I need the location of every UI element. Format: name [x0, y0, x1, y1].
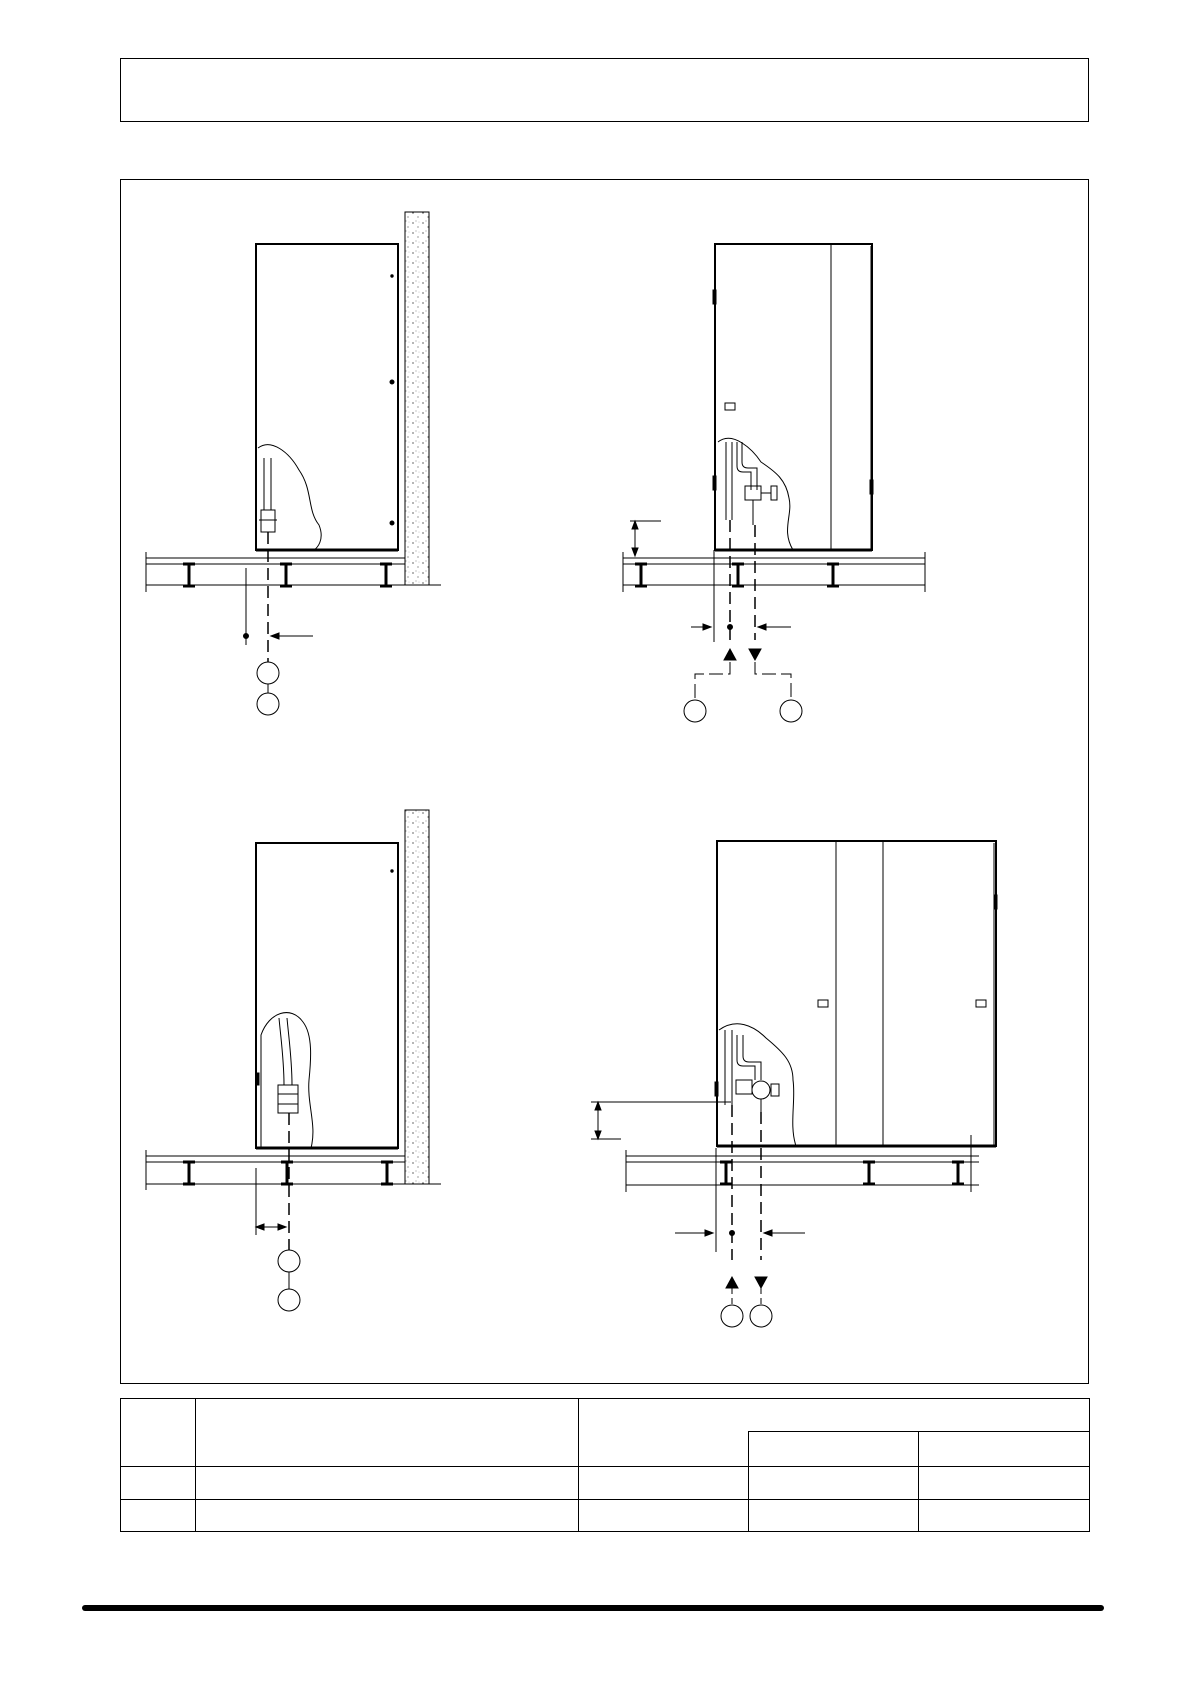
callout-circle [780, 700, 802, 722]
table-cell [919, 1499, 1090, 1531]
spec-table [120, 1398, 1090, 1532]
callout-circle [278, 1250, 300, 1272]
title-box [120, 58, 1089, 122]
table-cell [196, 1499, 579, 1531]
callout-circle [684, 700, 706, 722]
nameplate-icon [976, 1000, 986, 1007]
table-subheader [919, 1432, 1090, 1466]
table-row [121, 1499, 1090, 1531]
table-cell [579, 1466, 749, 1499]
table-header-col1 [121, 1399, 196, 1467]
valve [745, 486, 761, 500]
callout-circle [278, 1289, 300, 1311]
callout-circle [750, 1305, 772, 1327]
table-row [121, 1466, 1090, 1499]
cabinet-body [715, 244, 872, 550]
table-cell [579, 1499, 749, 1531]
callout-circle [257, 662, 279, 684]
view-3 [146, 810, 441, 1311]
cabinet-body [256, 244, 398, 550]
cutaway-outline [261, 1013, 313, 1148]
table-cell [919, 1466, 1090, 1499]
nameplate-icon [725, 403, 735, 410]
view-2 [623, 244, 925, 722]
valve [278, 1085, 298, 1113]
table-cell [121, 1466, 196, 1499]
valve [261, 510, 275, 532]
table-cell [749, 1466, 919, 1499]
table-subheader [579, 1432, 749, 1466]
view-1 [146, 212, 441, 715]
table-cell [749, 1499, 919, 1531]
installation-drawings [121, 180, 1090, 1385]
footer-rule [82, 1605, 1104, 1611]
table-cell [121, 1499, 196, 1531]
table-header-col2 [196, 1399, 579, 1467]
callout-circle [257, 693, 279, 715]
cabinet-body [717, 841, 996, 1146]
cutaway-outline [719, 1024, 796, 1146]
table-subheader [749, 1432, 919, 1466]
valve [736, 1080, 752, 1094]
callout-circle [721, 1305, 743, 1327]
drawing-frame [120, 179, 1089, 1384]
table-cell [196, 1466, 579, 1499]
nameplate-icon [818, 1000, 828, 1007]
concrete-wall [405, 810, 429, 1184]
cabinet-body [256, 843, 398, 1148]
view-4 [591, 841, 997, 1327]
concrete-wall [405, 212, 429, 585]
table-header-group [579, 1399, 1090, 1432]
